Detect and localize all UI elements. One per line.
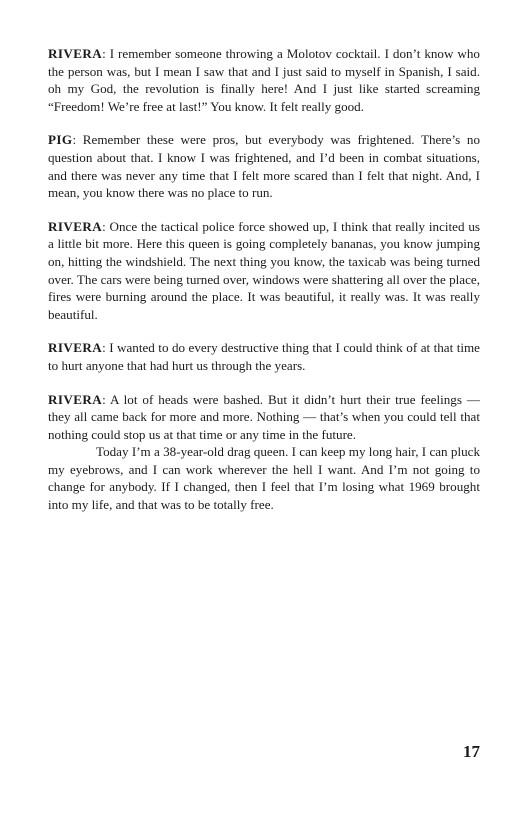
dialogue-paragraph [48,131,480,201]
dialogue-paragraph [48,339,480,374]
speaker-name: RIVERA [48,218,103,234]
speaker-name: RIVERA [48,46,103,61]
dialogue-paragraph [48,218,480,324]
dialogue-text: I wanted to do every destructive thing that I could think of at that time to hurt anyone that had hurt us through the years. [48,340,480,373]
speaker-separator: : [102,391,110,407]
speaker-separator: : [72,132,83,148]
speaker-name: RIVERA [48,391,103,407]
page-body [48,45,480,530]
speaker-name: RIVERA [48,340,103,356]
speaker-separator: : [102,218,110,234]
dialogue-paragraph [48,391,480,444]
dialogue-text: I remember someone throwing a Molotov cocktail. I don’t know who the person was, but I mean I saw that and I just said to myself in Spanish, I said. oh my God, the revolution is finally here! And I just like started screaming “Freedom! We’re free at last!” You know. It felt really good. [48,46,480,114]
dialogue-text: Remember these were pros, but everybody was frightened. There’s no question about that. I know I was frightened, and I’d been in combat situations, and there was never any time that I felt more scared than I felt that night. And, I mean, you know there was no place to run. [48,132,480,201]
speaker-name: PIG [48,132,73,148]
speaker-separator: : [102,46,110,61]
dialogue-paragraph [48,45,480,115]
dialogue-text: Once the tactical police force showed up, I think that really incited us a little bit more. Here this queen is going completely bananas, you know jumping on, hitting the windshield. The next thing you know, the taxicab was being turned over. The cars were being turned over, windows were shattering all over the place, fires were burning around the place. It was beautiful, it really was. It was really beautiful. [48,218,480,322]
dialogue-text: A lot of heads were bashed. But it didn’t hurt their true feelings — they all came back for more and more. Nothing — that’s when you could tell that nothing could stop us at that time or any time in the future. [48,391,480,442]
page-number: 17 [463,742,480,761]
continuation-paragraph: Today I’m a 38-year-old drag queen. I can keep my long hair, I can pluck my eyebrows, and I can work wherever the hell I want. And I’m not going to change for anybody. If I changed, then I feel that I’m losing what 1969 brought into my life, and that was to be totally free. [48,444,480,513]
speaker-separator: : [102,340,110,356]
